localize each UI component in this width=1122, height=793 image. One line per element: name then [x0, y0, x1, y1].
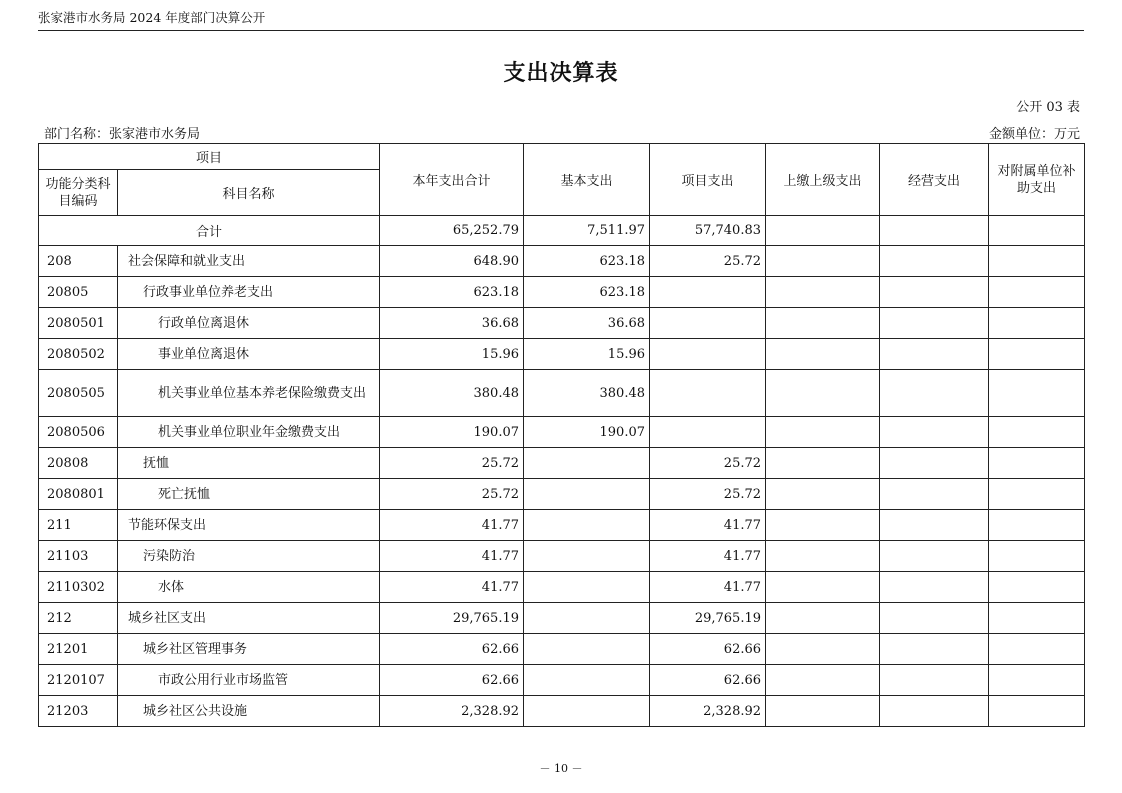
row-project: 25.72: [650, 246, 766, 277]
row-code: 2110302: [39, 572, 118, 603]
row-code: 208: [39, 246, 118, 277]
row-basic: [524, 572, 650, 603]
row-total: 623.18: [380, 277, 524, 308]
row-business: [880, 603, 989, 634]
row-project: [650, 417, 766, 448]
row-basic: 36.68: [524, 308, 650, 339]
row-basic: 380.48: [524, 370, 650, 417]
header-total: 本年支出合计: [380, 144, 524, 216]
table-row: [39, 634, 1085, 665]
row-subsidy: [989, 370, 1085, 417]
total-business: [880, 216, 989, 246]
row-basic: [524, 696, 650, 727]
row-project: 41.77: [650, 510, 766, 541]
row-subsidy: [989, 246, 1085, 277]
row-basic: [524, 634, 650, 665]
table-row: [39, 696, 1085, 727]
page-title: 支出决算表: [503, 61, 619, 86]
row-business: [880, 246, 989, 277]
table-row: [39, 370, 1085, 417]
header-project: 项目支出: [650, 144, 766, 216]
table-row: [39, 572, 1085, 603]
table-row: [39, 417, 1085, 448]
row-upper: [766, 370, 880, 417]
row-upper: [766, 246, 880, 277]
row-project: [650, 308, 766, 339]
row-upper: [766, 417, 880, 448]
header-business: 经营支出: [880, 144, 989, 216]
row-business: [880, 665, 989, 696]
row-project: 25.72: [650, 479, 766, 510]
row-total: 25.72: [380, 448, 524, 479]
row-subject-name: 城乡社区管理事务: [118, 634, 380, 665]
row-basic: 15.96: [524, 339, 650, 370]
row-subsidy: [989, 634, 1085, 665]
row-upper: [766, 510, 880, 541]
header-upper: 上缴上级支出: [766, 144, 880, 216]
row-code: 20808: [39, 448, 118, 479]
row-code: 211: [39, 510, 118, 541]
row-subsidy: [989, 696, 1085, 727]
row-total: 41.77: [380, 572, 524, 603]
row-business: [880, 370, 989, 417]
table-row: [39, 479, 1085, 510]
row-project: 62.66: [650, 665, 766, 696]
row-subsidy: [989, 603, 1085, 634]
row-total: 41.77: [380, 541, 524, 572]
row-total: 190.07: [380, 417, 524, 448]
row-upper: [766, 448, 880, 479]
row-subject-name: 水体: [118, 572, 380, 603]
row-subject-name: 污染防治: [118, 541, 380, 572]
table-row: [39, 603, 1085, 634]
total-subsidy: [989, 216, 1085, 246]
row-business: [880, 417, 989, 448]
row-code: 21203: [39, 696, 118, 727]
row-subject-name: 市政公用行业市场监管: [118, 665, 380, 696]
row-subsidy: [989, 541, 1085, 572]
table-row: [39, 510, 1085, 541]
row-upper: [766, 541, 880, 572]
table-row: [39, 339, 1085, 370]
document-header: 张家港市水务局 2024 年度部门决算公开: [38, 8, 1084, 31]
row-project: 2,328.92: [650, 696, 766, 727]
row-total: 62.66: [380, 634, 524, 665]
row-upper: [766, 479, 880, 510]
row-project: 41.77: [650, 572, 766, 603]
row-total: 36.68: [380, 308, 524, 339]
page-number: － 10 －: [539, 762, 583, 775]
row-subject-name: 抚恤: [118, 448, 380, 479]
total-project: 57,740.83: [650, 216, 766, 246]
form-code: 公开 03 表: [1016, 100, 1080, 115]
row-business: [880, 448, 989, 479]
row-code: 2080501: [39, 308, 118, 339]
row-business: [880, 277, 989, 308]
row-business: [880, 479, 989, 510]
row-project: 62.66: [650, 634, 766, 665]
row-subject-name: 死亡抚恤: [118, 479, 380, 510]
table-row: [39, 308, 1085, 339]
row-basic: 190.07: [524, 417, 650, 448]
row-upper: [766, 634, 880, 665]
row-basic: [524, 479, 650, 510]
row-basic: [524, 665, 650, 696]
row-upper: [766, 308, 880, 339]
header-basic: 基本支出: [524, 144, 650, 216]
row-project: 25.72: [650, 448, 766, 479]
total-label: 合计: [39, 216, 380, 246]
total-amount: 65,252.79: [380, 216, 524, 246]
row-total: 648.90: [380, 246, 524, 277]
row-project: [650, 339, 766, 370]
table-row: [39, 665, 1085, 696]
row-total: 2,328.92: [380, 696, 524, 727]
row-business: [880, 696, 989, 727]
row-basic: 623.18: [524, 246, 650, 277]
total-basic: 7,511.97: [524, 216, 650, 246]
header-func-code: 功能分类科目编码: [39, 170, 118, 216]
row-code: 21201: [39, 634, 118, 665]
amount-unit: 金额单位：万元: [988, 127, 1080, 142]
row-subsidy: [989, 479, 1085, 510]
row-basic: [524, 603, 650, 634]
row-code: 2080502: [39, 339, 118, 370]
row-business: [880, 634, 989, 665]
row-upper: [766, 696, 880, 727]
row-business: [880, 510, 989, 541]
row-project: [650, 277, 766, 308]
row-subsidy: [989, 572, 1085, 603]
row-subject-name: 机关事业单位基本养老保险缴费支出: [118, 370, 380, 417]
row-code: 212: [39, 603, 118, 634]
department-name: 部门名称：张家港市水务局: [44, 127, 201, 142]
row-subsidy: [989, 308, 1085, 339]
total-row: [39, 216, 1085, 246]
row-subject-name: 节能环保支出: [118, 510, 380, 541]
row-subsidy: [989, 339, 1085, 370]
table-row: [39, 277, 1085, 308]
row-business: [880, 572, 989, 603]
row-basic: 623.18: [524, 277, 650, 308]
row-upper: [766, 277, 880, 308]
row-subject-name: 社会保障和就业支出: [118, 246, 380, 277]
row-code: 21103: [39, 541, 118, 572]
row-project: [650, 370, 766, 417]
header-subsidy: 对附属单位补助支出: [989, 144, 1085, 216]
row-total: 380.48: [380, 370, 524, 417]
row-basic: [524, 510, 650, 541]
total-upper: [766, 216, 880, 246]
table-row: [39, 448, 1085, 479]
table-row: [39, 541, 1085, 572]
row-upper: [766, 339, 880, 370]
expenditure-table: [38, 143, 1085, 727]
row-subject-name: 机关事业单位职业年金缴费支出: [118, 417, 380, 448]
row-code: 2080506: [39, 417, 118, 448]
row-upper: [766, 665, 880, 696]
row-subject-name: 城乡社区公共设施: [118, 696, 380, 727]
row-subsidy: [989, 277, 1085, 308]
row-total: 41.77: [380, 510, 524, 541]
row-total: 25.72: [380, 479, 524, 510]
row-basic: [524, 541, 650, 572]
row-subsidy: [989, 448, 1085, 479]
row-subject-name: 事业单位离退休: [118, 339, 380, 370]
row-total: 15.96: [380, 339, 524, 370]
row-subsidy: [989, 417, 1085, 448]
row-upper: [766, 572, 880, 603]
row-total: 62.66: [380, 665, 524, 696]
row-code: 2120107: [39, 665, 118, 696]
header-item: 项目: [39, 144, 380, 170]
row-subject-name: 行政单位离退休: [118, 308, 380, 339]
header-subject-name: 科目名称: [118, 170, 380, 216]
table-row: [39, 246, 1085, 277]
row-basic: [524, 448, 650, 479]
row-subsidy: [989, 665, 1085, 696]
row-business: [880, 308, 989, 339]
row-business: [880, 541, 989, 572]
row-business: [880, 339, 989, 370]
row-subject-name: 行政事业单位养老支出: [118, 277, 380, 308]
row-code: 20805: [39, 277, 118, 308]
row-subsidy: [989, 510, 1085, 541]
row-code: 2080505: [39, 370, 118, 417]
row-code: 2080801: [39, 479, 118, 510]
row-project: 41.77: [650, 541, 766, 572]
row-project: 29,765.19: [650, 603, 766, 634]
row-subject-name: 城乡社区支出: [118, 603, 380, 634]
row-upper: [766, 603, 880, 634]
row-total: 29,765.19: [380, 603, 524, 634]
